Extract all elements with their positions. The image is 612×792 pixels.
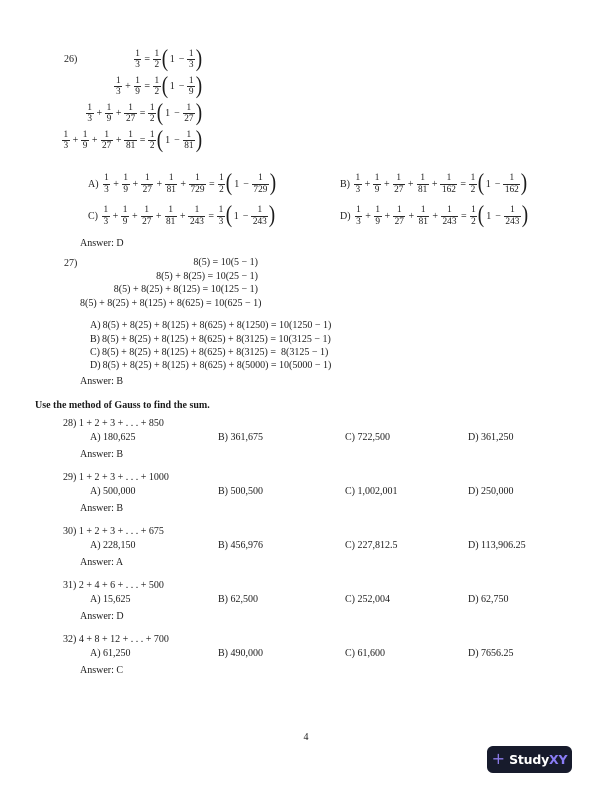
paren: (	[478, 202, 485, 228]
option: C) 252,004	[345, 594, 390, 605]
fraction: $\frac{1}{27}$	[184, 102, 194, 124]
math-token: −	[174, 108, 180, 119]
fraction: $\frac{1}{2}$	[149, 102, 155, 124]
equation-line	[70, 46, 202, 73]
problem-26-number: 26)	[64, 54, 78, 65]
math-token: +	[383, 178, 390, 190]
equation-line: 8(5) = 10(5 − 1)	[193, 257, 258, 268]
fraction: $\frac{1}{3}$	[135, 48, 140, 70]
option-equation	[354, 203, 528, 229]
math-token: +	[365, 210, 371, 222]
paren: )	[521, 202, 529, 228]
option: B) 490,000	[218, 648, 263, 659]
math-token: =	[460, 210, 467, 222]
math-token: +	[179, 210, 186, 222]
math-token: =	[208, 210, 215, 222]
fraction: $\frac{1}{27}$	[125, 102, 136, 124]
paren: (	[225, 202, 232, 228]
option: D) 7656.25	[468, 648, 514, 659]
logo-text-secondary: XY	[549, 752, 568, 767]
fraction: $\frac{1}{27}$	[394, 205, 404, 227]
options-row	[90, 539, 612, 553]
option-label: B)	[90, 333, 100, 345]
problem-26-derivation	[63, 45, 203, 154]
option: B) 62,500	[218, 594, 258, 605]
option	[340, 170, 612, 198]
gauss-problem	[63, 471, 612, 515]
math-token: −	[242, 210, 249, 222]
option	[88, 202, 340, 230]
equation-line	[70, 73, 202, 100]
math-token: =	[460, 178, 467, 190]
fraction: $\frac{1}{3}$	[188, 48, 194, 70]
plus-icon: +	[491, 749, 506, 768]
fraction: $\frac{1}{2}$	[154, 75, 160, 97]
option	[90, 359, 612, 372]
option: B) 500,500	[218, 486, 263, 497]
options-row	[90, 593, 612, 607]
studyxy-logo	[487, 746, 572, 773]
fraction: $\frac{1}{3}$	[103, 205, 109, 227]
fraction: $\frac{1}{2}$	[149, 129, 155, 151]
fraction: $\frac{1}{81}$	[125, 129, 136, 151]
math-token: +	[72, 135, 79, 146]
math-token: −	[174, 135, 180, 146]
equation-line: 8(5) + 8(25) + 8(125) + 8(625) = 10(625 − 1)	[80, 297, 262, 309]
gauss-problem	[63, 579, 612, 623]
answer-line: Answer: B	[80, 449, 124, 460]
problem-27-number: 27)	[64, 258, 78, 269]
fraction: $\frac{1}{243}$	[505, 205, 520, 227]
fraction: $\frac{1}{162}$	[504, 173, 519, 195]
problem-27-options	[90, 319, 612, 372]
math-token: 1	[485, 178, 491, 190]
math-token: +	[431, 178, 438, 190]
fraction: $\frac{1}{2}$	[219, 173, 224, 195]
page-number: 4	[303, 732, 309, 743]
option-equation	[101, 203, 275, 229]
gauss-problem	[63, 525, 612, 569]
fraction: $\frac{1}{9}$	[122, 205, 128, 227]
option: B) 456,976	[218, 540, 263, 551]
math-token: +	[91, 135, 98, 146]
math-token: +	[132, 178, 139, 190]
math-token: =	[139, 108, 146, 119]
fraction: $\frac{1}{3}$	[87, 102, 93, 124]
option: C) 61,600	[345, 648, 385, 659]
fraction: $\frac{1}{243}$	[442, 205, 457, 227]
equation-line	[63, 126, 203, 154]
math-token: +	[364, 178, 371, 190]
option	[90, 319, 612, 332]
math-token: =	[144, 81, 151, 92]
option: A) 500,000	[90, 486, 136, 497]
fraction: $\frac{1}{9}$	[375, 205, 381, 227]
option	[340, 202, 612, 230]
paren: (	[156, 126, 164, 153]
math-token: 1	[165, 108, 171, 119]
option-text: 8(5) + 8(25) + 8(125) + 8(625) + 8(5000) = 10(5000 − 1)	[102, 359, 332, 371]
problem-27-derivation	[80, 256, 262, 310]
options-row	[90, 647, 612, 661]
fraction: $\frac{1}{243}$	[252, 205, 267, 227]
fraction: $\frac{1}{81}$	[166, 205, 176, 227]
math-token: 1	[486, 210, 492, 222]
fraction: $\frac{1}{81}$	[166, 173, 176, 195]
problem-statement: 30) 1 + 2 + 3 + . . . + 675	[63, 526, 164, 537]
answer-line: Answer: C	[80, 665, 124, 676]
option: A) 180,625	[90, 432, 136, 443]
option-text: 8(5) + 8(25) + 8(125) + 8(625) + 8(3125) = 8(3125 − 1)	[102, 346, 329, 358]
fraction: $\frac{1}{9}$	[106, 102, 112, 124]
option	[88, 170, 340, 198]
option: D) 62,750	[468, 594, 509, 605]
gauss-problem	[63, 417, 612, 461]
fraction: $\frac{1}{162}$	[441, 173, 456, 195]
paren: (	[477, 170, 484, 196]
math-token: +	[125, 81, 131, 92]
option-label: C)	[88, 210, 98, 222]
math-token: +	[384, 210, 391, 222]
gauss-problems	[0, 417, 612, 677]
answer-line: Answer: A	[80, 557, 124, 568]
math-token: −	[495, 210, 501, 222]
math-token: +	[131, 210, 138, 222]
fraction: $\frac{1}{729}$	[190, 173, 205, 195]
option	[90, 333, 612, 346]
fraction: $\frac{1}{3}$	[356, 205, 361, 227]
fraction: $\frac{1}{2}$	[154, 48, 160, 70]
option: C) 722,500	[345, 432, 390, 443]
option-label: C)	[90, 346, 100, 358]
math-token: =	[144, 54, 151, 65]
gauss-problem	[63, 633, 612, 677]
problem-26-answer: Answer: D	[80, 238, 124, 249]
equation-line	[70, 100, 202, 127]
paren: (	[161, 45, 168, 72]
math-token: +	[115, 135, 122, 146]
paren: )	[195, 45, 203, 72]
gauss-section	[0, 399, 612, 687]
section-heading: Use the method of Gauss to find the sum.	[35, 400, 210, 411]
fraction: $\frac{1}{81}$	[418, 205, 428, 227]
problem-26-options	[88, 170, 612, 230]
paren: )	[521, 170, 528, 196]
math-token: =	[208, 178, 215, 190]
math-token: −	[494, 178, 501, 190]
option-label: D)	[340, 210, 351, 222]
paren: )	[269, 170, 277, 196]
answer-line: Answer: D	[80, 611, 124, 622]
option	[90, 346, 612, 359]
math-token: 1	[233, 210, 239, 222]
fraction: $\frac{1}{81}$	[184, 129, 194, 151]
option: A) 228,150	[90, 540, 136, 551]
math-token: 1	[165, 135, 171, 146]
math-token: 1	[169, 54, 175, 65]
fraction: $\frac{1}{9}$	[82, 129, 88, 151]
fraction: $\frac{1}{3}$	[115, 75, 121, 97]
fraction: $\frac{1}{27}$	[394, 173, 404, 195]
paren: )	[269, 202, 276, 228]
paren: )	[195, 99, 203, 126]
option-equation	[102, 171, 276, 197]
problem-27-answer: Answer: B	[80, 376, 124, 388]
logo-text	[509, 752, 567, 767]
paren: )	[195, 72, 203, 99]
math-token: −	[243, 178, 249, 190]
math-token: +	[113, 178, 119, 190]
problem-26	[0, 46, 612, 249]
math-token: +	[156, 178, 163, 190]
math-token: −	[178, 81, 185, 92]
fraction: $\frac{1}{9}$	[188, 75, 194, 97]
paren: (	[156, 99, 164, 126]
logo-text-primary: Study	[509, 752, 550, 767]
fraction: $\frac{1}{2}$	[471, 205, 476, 227]
option: D) 113,906.25	[468, 540, 526, 551]
math-token: +	[96, 108, 103, 119]
fraction: $\frac{1}{729}$	[253, 173, 268, 195]
fraction: $\frac{1}{3}$	[63, 129, 69, 151]
equation-line: 8(5) + 8(25) + 8(125) = 10(125 − 1)	[113, 284, 258, 296]
option-label: A)	[88, 178, 99, 190]
fraction: $\frac{1}{3}$	[218, 205, 224, 227]
option: D) 361,250	[468, 432, 514, 443]
option: D) 250,000	[468, 486, 514, 497]
fraction: $\frac{1}{27}$	[102, 129, 112, 151]
paren: (	[226, 170, 233, 196]
problem-statement: 31) 2 + 4 + 6 + . . . + 500	[63, 580, 164, 591]
option: C) 1,002,001	[345, 486, 398, 497]
math-token: +	[180, 178, 187, 190]
fraction: $\frac{1}{27}$	[142, 205, 152, 227]
fraction: $\frac{1}{3}$	[355, 173, 361, 195]
option-text: 8(5) + 8(25) + 8(125) + 8(625) + 8(1250) = 10(1250 − 1)	[102, 320, 332, 332]
math-token: +	[155, 210, 162, 222]
option-label: B)	[340, 178, 350, 190]
math-token: 1	[169, 81, 175, 92]
math-token: +	[115, 108, 122, 119]
problem-statement: 28) 1 + 2 + 3 + . . . + 850	[63, 418, 164, 429]
problem-statement: 32) 4 + 8 + 12 + . . . + 700	[63, 634, 169, 645]
math-token: +	[432, 210, 439, 222]
options-row	[90, 485, 612, 499]
math-token: −	[178, 54, 185, 65]
math-token: +	[407, 178, 414, 190]
problem-statement: 29) 1 + 2 + 3 + . . . + 1000	[63, 472, 169, 483]
math-token: =	[139, 135, 146, 146]
math-token: +	[112, 210, 119, 222]
option-label: A)	[90, 320, 101, 332]
problem-27	[0, 256, 612, 387]
paren: (	[161, 72, 168, 99]
fraction: $\frac{1}{9}$	[135, 75, 140, 97]
option: B) 361,675	[218, 432, 263, 443]
fraction: $\frac{1}{9}$	[123, 173, 129, 195]
math-token: +	[408, 210, 415, 222]
answer-line: Answer: B	[80, 503, 124, 514]
option-text: 8(5) + 8(25) + 8(125) + 8(625) + 8(3125) = 10(3125 − 1)	[102, 333, 331, 345]
option: C) 227,812.5	[345, 540, 398, 551]
fraction: $\frac{1}{27}$	[142, 173, 152, 195]
fraction: $\frac{1}{81}$	[418, 173, 428, 195]
option-label: D)	[90, 359, 101, 371]
options-row	[90, 431, 612, 445]
option: A) 61,250	[90, 648, 131, 659]
fraction: $\frac{1}{3}$	[104, 173, 109, 195]
paren: )	[195, 126, 203, 153]
fraction: $\frac{1}{2}$	[470, 173, 476, 195]
option-equation	[353, 171, 527, 197]
math-token: 1	[234, 178, 240, 190]
equation-line: 8(5) + 8(25) = 10(25 − 1)	[156, 270, 258, 282]
fraction: $\frac{1}{9}$	[374, 173, 380, 195]
option: A) 15,625	[90, 594, 131, 605]
fraction: $\frac{1}{243}$	[189, 205, 204, 227]
